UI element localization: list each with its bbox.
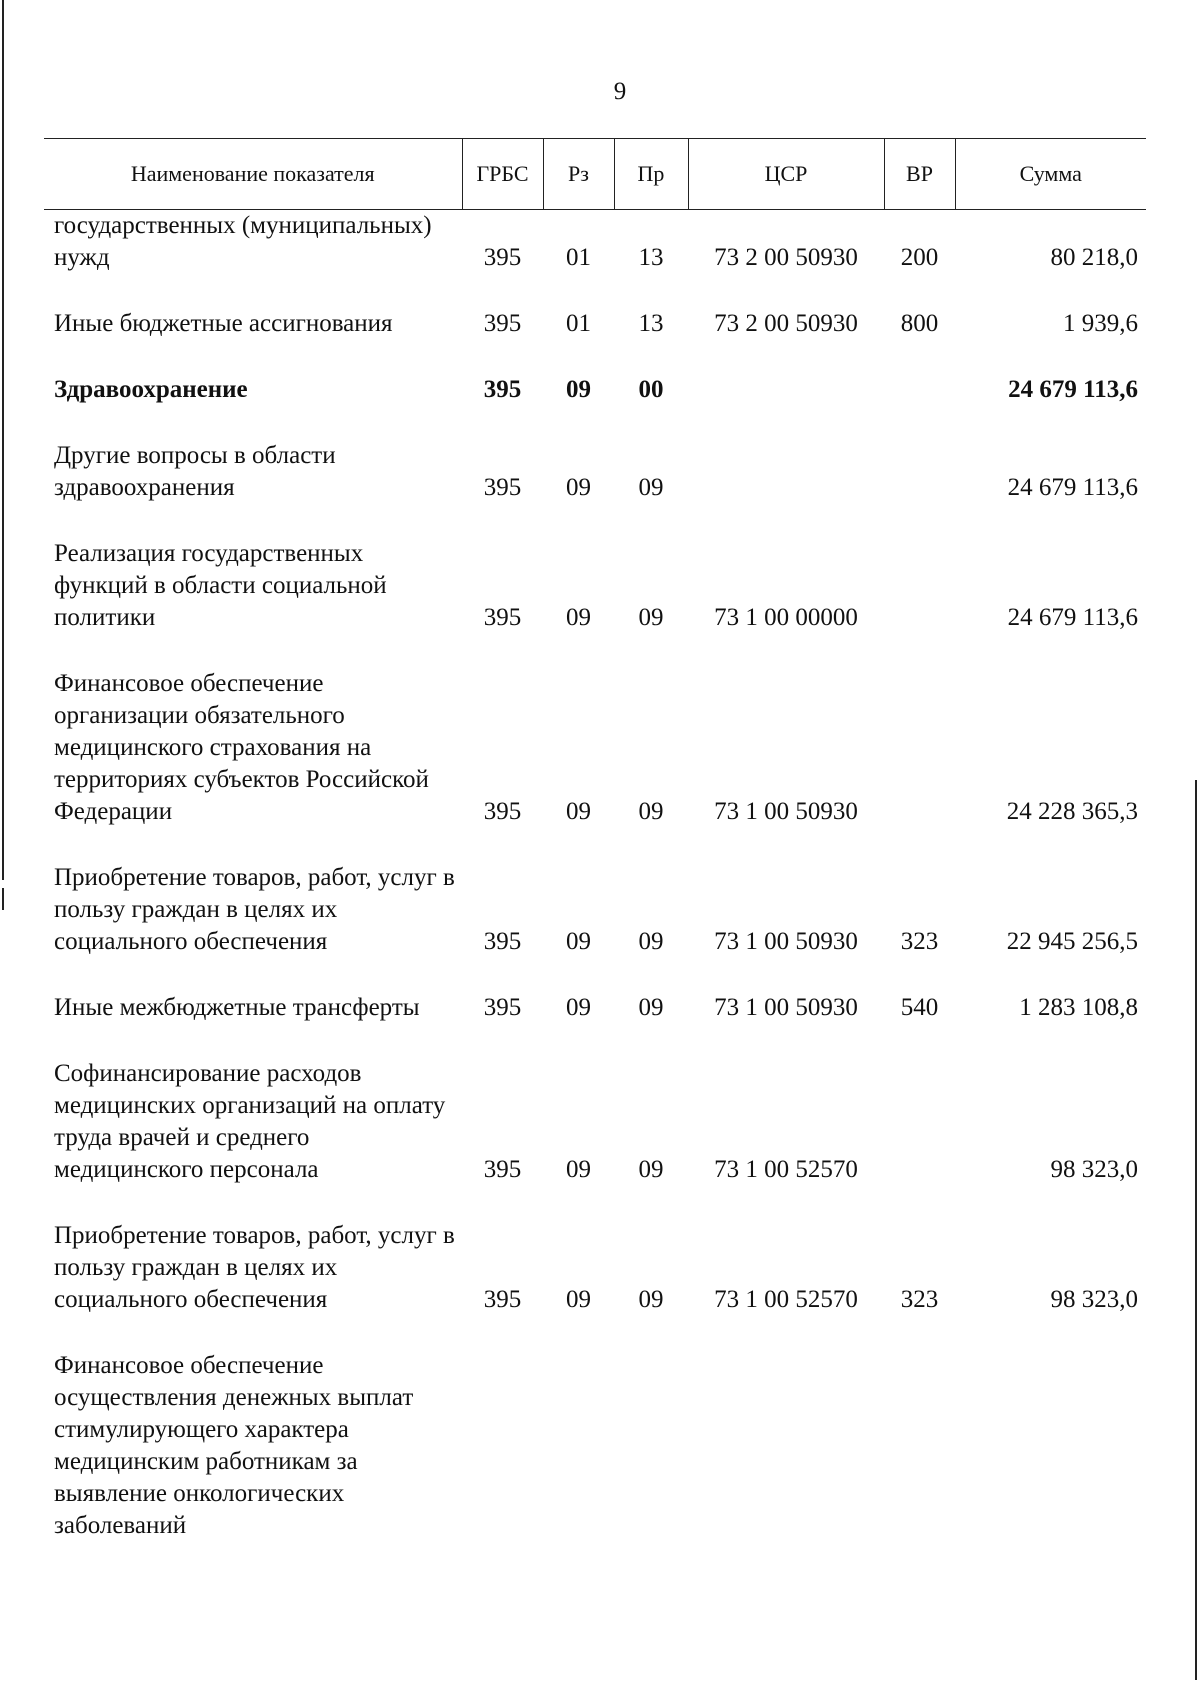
table-header [44, 139, 1146, 210]
row-rz: 09 [566, 604, 591, 631]
row-pr: 09 [638, 604, 664, 631]
row-name: Финансовое обеспечение организации обязательного медицинского страхования на территориях субъектов Российской Федерации [54, 670, 429, 825]
row-pr: 13 [638, 244, 664, 271]
row-csr: 73 1 00 50930 [714, 798, 858, 825]
header-csr: ЦСР [688, 139, 884, 210]
row-vr [884, 538, 955, 634]
table-body [44, 210, 1146, 1543]
row-name: государственных (муниципальных) нужд [54, 212, 432, 271]
row-sum: 24 679 113,6 [1008, 376, 1138, 403]
table-row [44, 668, 1146, 828]
row-spacer [44, 504, 1146, 538]
header-sum: Сумма [955, 139, 1146, 210]
row-grbs: 395 [483, 994, 522, 1021]
row-grbs: 395 [483, 1286, 522, 1313]
header-grbs: ГРБС [462, 139, 543, 210]
table-row [44, 440, 1146, 504]
row-rz: 09 [566, 994, 591, 1021]
row-name: Приобретение товаров, работ, услуг в пользу граждан в целях их социального обеспечения [54, 1222, 455, 1313]
row-grbs: 395 [483, 310, 522, 337]
table-row [44, 1350, 1146, 1542]
row-csr: 73 1 00 00000 [714, 604, 858, 631]
row-spacer [44, 828, 1146, 862]
row-spacer [44, 340, 1146, 374]
row-grbs: 395 [483, 798, 522, 825]
row-sum: 1 283 108,8 [1019, 994, 1138, 1021]
row-sum: 24 679 113,6 [1007, 604, 1138, 631]
row-rz: 09 [566, 1156, 591, 1183]
row-name: Приобретение товаров, работ, услуг в пользу граждан в целях их социального обеспечения [54, 864, 455, 955]
row-vr: 323 [900, 928, 939, 955]
header-vr: ВР [884, 139, 955, 210]
row-spacer [44, 274, 1146, 308]
row-rz [543, 1350, 614, 1542]
row-pr: 09 [638, 994, 664, 1021]
row-sum: 1 939,6 [1063, 310, 1138, 337]
row-rz: 01 [566, 244, 591, 271]
row-name: Софинансирование расходов медицинских организаций на оплату труда врачей и среднего медицинского персонала [54, 1060, 446, 1183]
table-row [44, 862, 1146, 958]
row-grbs: 395 [483, 474, 522, 501]
row-rz: 09 [566, 474, 591, 501]
table-row [44, 1058, 1146, 1186]
table-row-section [44, 374, 1146, 406]
row-rz: 09 [566, 376, 591, 403]
row-spacer [44, 958, 1146, 992]
scan-edge-left-mark [2, 888, 4, 910]
row-spacer [44, 1316, 1146, 1350]
table-row [44, 308, 1146, 340]
row-spacer [44, 1186, 1146, 1220]
row-vr: 800 [900, 310, 939, 337]
row-spacer [44, 406, 1146, 440]
scan-edge-right [1195, 780, 1197, 1680]
row-csr: 73 1 00 52570 [714, 1286, 858, 1313]
row-vr [884, 1058, 955, 1186]
row-sum: 98 323,0 [1050, 1156, 1138, 1183]
row-vr [884, 440, 955, 504]
table-row [44, 538, 1146, 634]
row-name: Иные межбюджетные трансферты [54, 994, 420, 1021]
row-name: Финансовое обеспечение осуществления денежных выплат стимулирующего характера медицинским работникам за выявление онкологических заболеваний [54, 1352, 414, 1539]
row-sum: 80 218,0 [1050, 244, 1138, 271]
row-vr: 540 [900, 994, 939, 1021]
scan-edge-left [2, 0, 4, 880]
row-csr: 73 1 00 50930 [714, 994, 858, 1021]
row-grbs: 395 [483, 376, 522, 403]
row-rz: 09 [566, 798, 591, 825]
row-grbs: 395 [483, 244, 522, 271]
row-spacer [44, 634, 1146, 668]
row-pr: 09 [638, 1156, 664, 1183]
row-sum: 22 945 256,5 [1006, 928, 1138, 955]
row-pr: 09 [638, 474, 664, 501]
row-vr: 200 [900, 244, 939, 271]
row-csr [688, 1350, 884, 1542]
budget-table [44, 138, 1146, 1542]
row-grbs: 395 [483, 604, 522, 631]
row-rz: 09 [566, 928, 591, 955]
header-name: Наименование показателя [44, 139, 462, 210]
row-grbs: 395 [483, 1156, 522, 1183]
page-number: 9 [613, 78, 627, 105]
header-pr: Пр [614, 139, 688, 210]
row-name: Иные бюджетные ассигнования [54, 310, 393, 337]
row-grbs: 395 [483, 928, 522, 955]
row-name: Другие вопросы в области здравоохранения [54, 442, 336, 501]
row-vr [884, 374, 955, 406]
table-row [44, 210, 1146, 275]
row-spacer [44, 1024, 1146, 1058]
row-pr [614, 1350, 688, 1542]
row-vr: 323 [900, 1286, 939, 1313]
row-csr: 73 1 00 52570 [714, 1156, 858, 1183]
row-name: Здравоохранение [54, 376, 248, 403]
row-rz: 09 [566, 1286, 591, 1313]
row-csr [688, 374, 884, 406]
row-csr: 73 1 00 50930 [714, 928, 858, 955]
row-name: Реализация государственных функций в области социальной политики [54, 540, 387, 631]
row-pr: 09 [638, 1286, 664, 1313]
row-csr: 73 2 00 50930 [714, 244, 858, 271]
table-row [44, 1220, 1146, 1316]
row-sum [955, 1350, 1146, 1542]
row-pr: 09 [638, 798, 664, 825]
row-pr: 00 [638, 376, 664, 403]
row-csr: 73 2 00 50930 [714, 310, 858, 337]
table-row [44, 992, 1146, 1024]
row-vr [884, 1350, 955, 1542]
row-sum: 24 679 113,6 [1007, 474, 1138, 501]
header-rz: Рз [543, 139, 614, 210]
row-pr: 13 [638, 310, 664, 337]
row-grbs [462, 1350, 543, 1542]
row-vr [884, 668, 955, 828]
row-rz: 01 [566, 310, 591, 337]
row-sum: 24 228 365,3 [1006, 798, 1138, 825]
row-pr: 09 [638, 928, 664, 955]
row-sum: 98 323,0 [1050, 1286, 1138, 1313]
row-csr [688, 440, 884, 504]
